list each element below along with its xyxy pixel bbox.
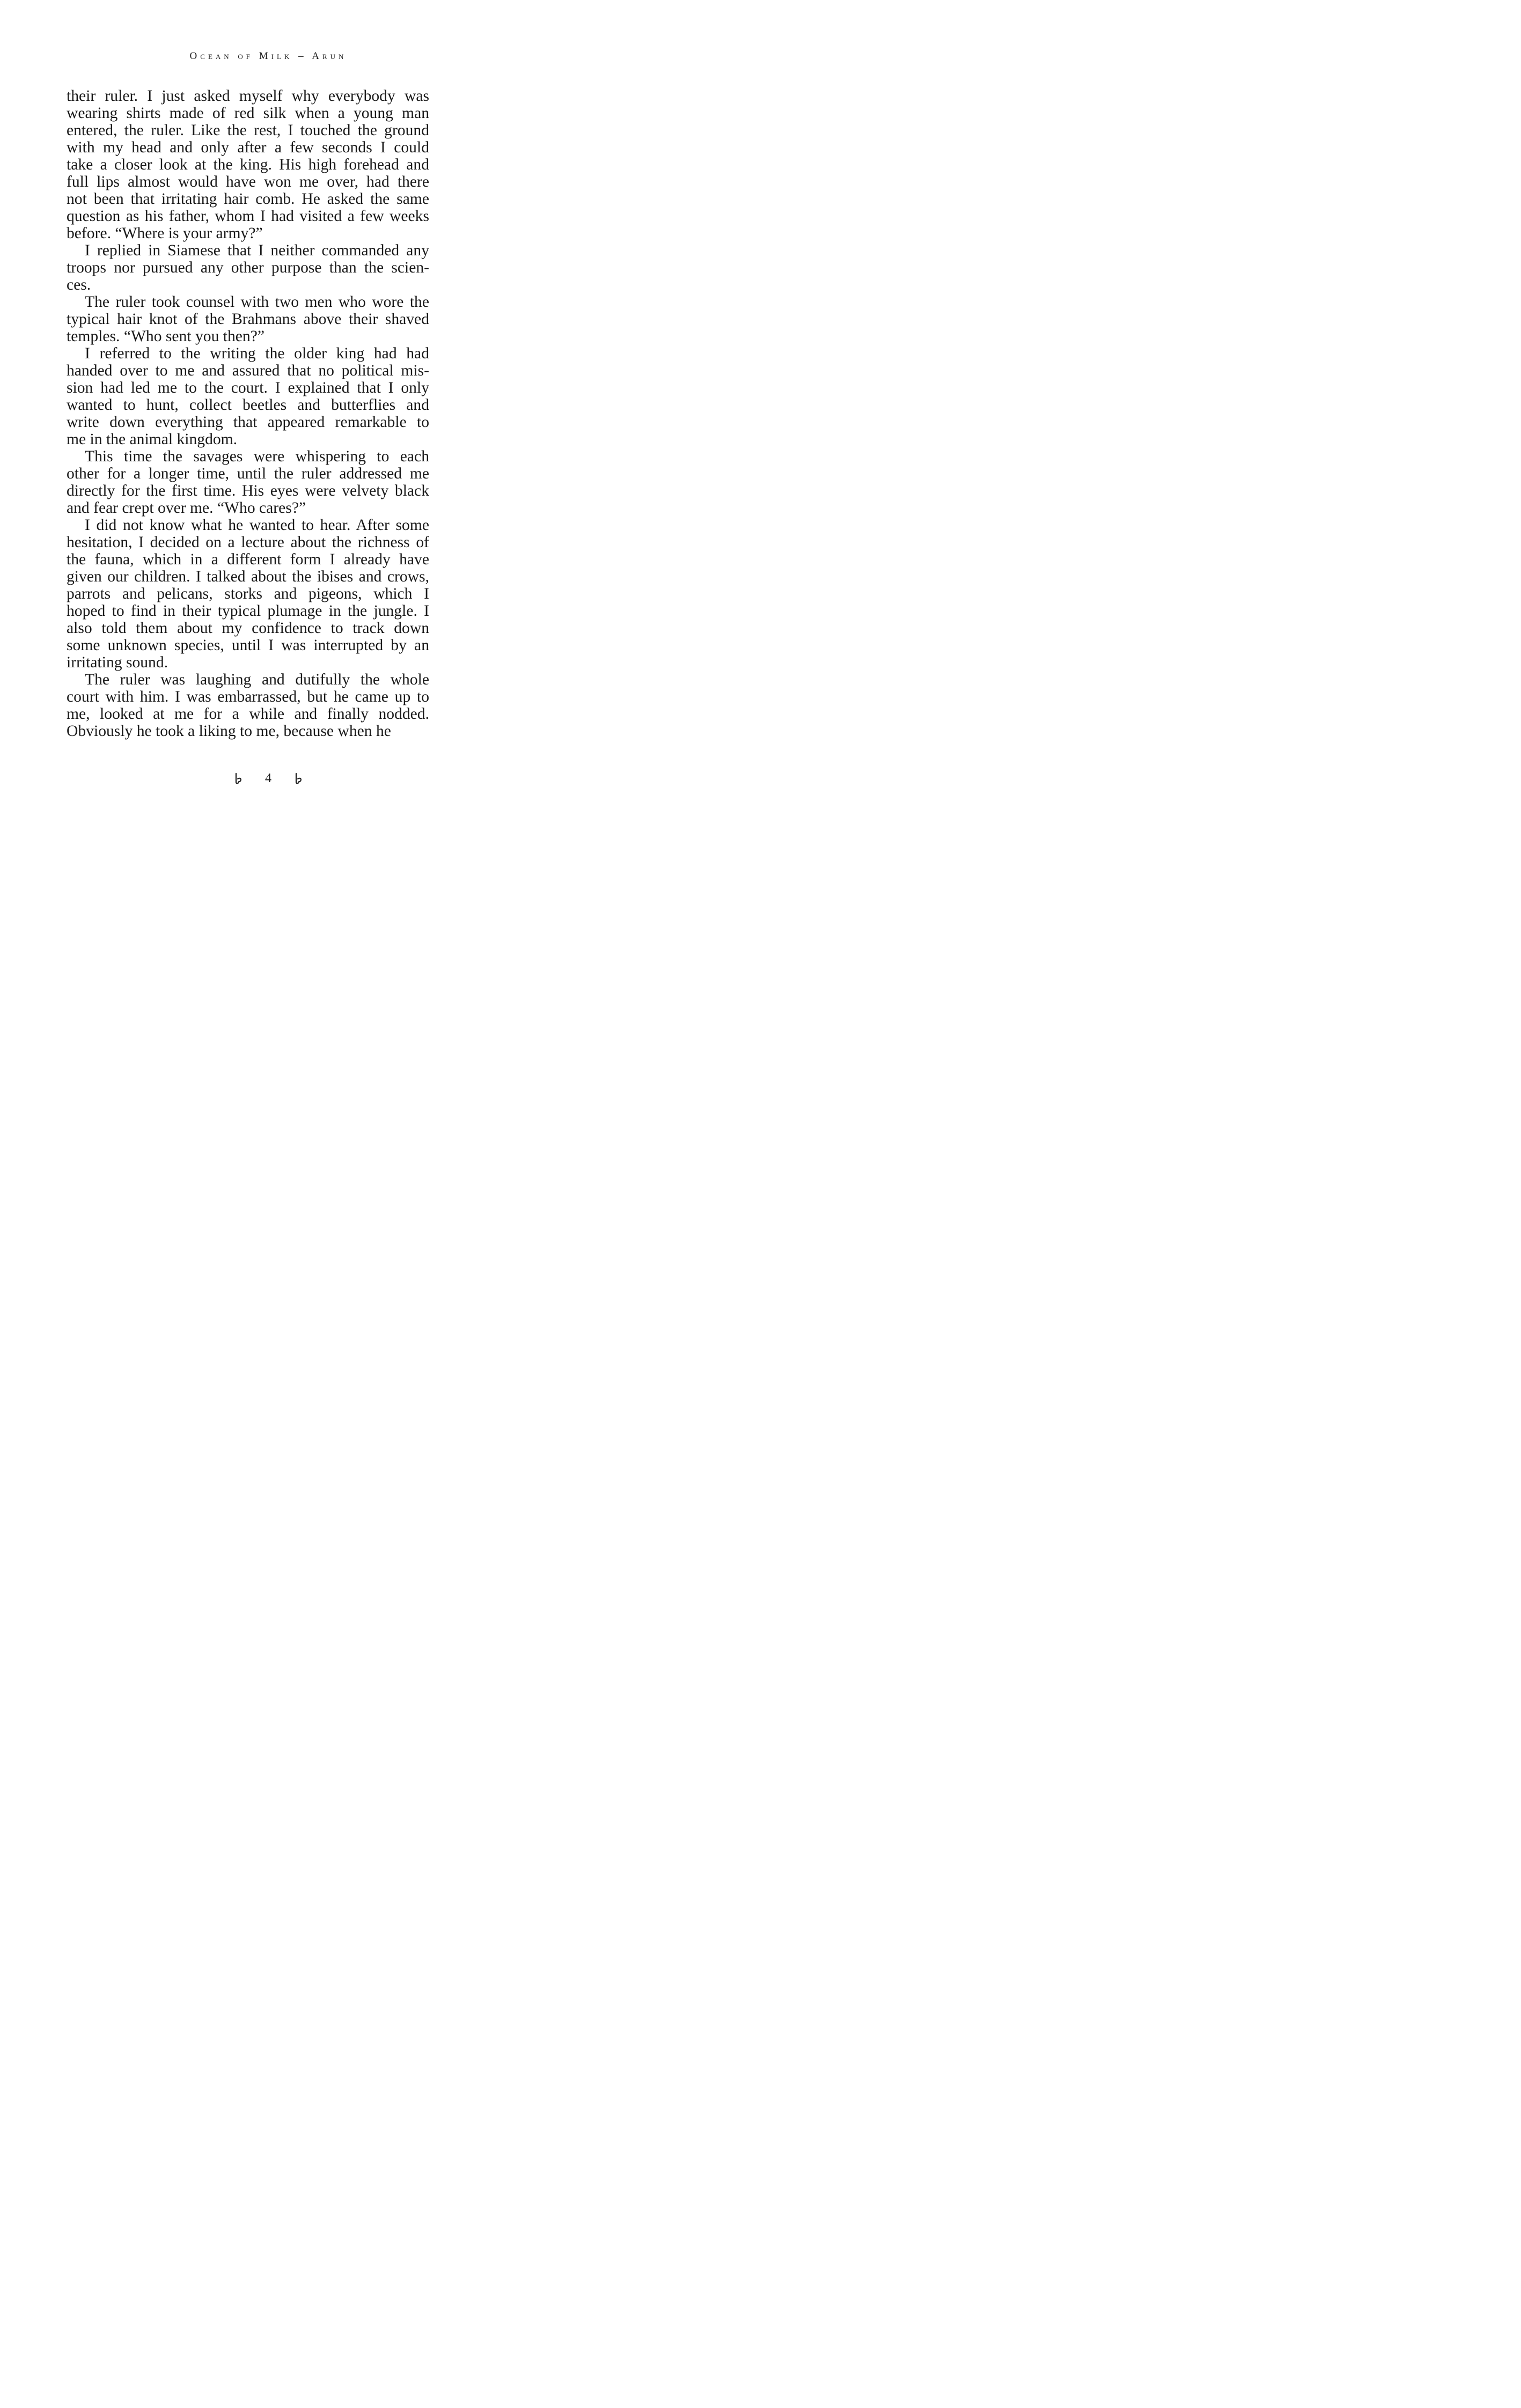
text-line: troops nor pursued any other purpose than the scien- bbox=[67, 259, 429, 276]
text-line: court with him. I was embarrassed, but he came up to bbox=[67, 688, 429, 705]
text-line: I replied in Siamese that I neither commanded any bbox=[85, 242, 429, 259]
text-line: directly for the first time. His eyes were velvety black bbox=[67, 482, 429, 499]
text-line: the fauna, which in a different form I already have bbox=[67, 551, 429, 568]
text-line: hesitation, I decided on a lecture about the richness of bbox=[67, 534, 429, 551]
paragraph bbox=[67, 293, 429, 345]
fleuron-icon-left bbox=[234, 772, 243, 784]
text-line: wearing shirts made of red silk when a young man bbox=[67, 105, 429, 122]
text-line: I referred to the writing the older king had had bbox=[85, 345, 429, 362]
text-line: full lips almost would have won me over, had there bbox=[67, 173, 429, 190]
text-line: I did not know what he wanted to hear. After some bbox=[85, 517, 429, 534]
text-line: irritating sound. bbox=[67, 654, 168, 671]
paragraph bbox=[67, 671, 429, 740]
text-line: write down everything that appeared remarkable to bbox=[67, 414, 429, 431]
text-line: entered, the ruler. Like the rest, I touched the ground bbox=[67, 122, 429, 139]
text-line: hoped to find in their typical plumage in the jungle. I bbox=[67, 602, 429, 620]
text-line: The ruler was laughing and dutifully the whole bbox=[85, 671, 429, 688]
text-line: parrots and pelicans, storks and pigeons, which I bbox=[67, 585, 429, 602]
text-line: handed over to me and assured that no political mis- bbox=[67, 362, 429, 379]
text-line: sion had led me to the court. I explained that I only bbox=[67, 379, 429, 396]
text-line: given our children. I talked about the ibises and crows, bbox=[67, 568, 429, 585]
text-line: before. “Where is your army?” bbox=[67, 225, 263, 242]
text-line: This time the savages were whispering to each bbox=[85, 448, 429, 465]
text-line: typical hair knot of the Brahmans above their shaved bbox=[67, 311, 429, 328]
text-line: The ruler took counsel with two men who wore the bbox=[85, 293, 429, 311]
paragraph bbox=[67, 517, 429, 671]
text-line: take a closer look at the king. His high forehead and bbox=[67, 156, 429, 173]
text-line: also told them about my confidence to track down bbox=[67, 620, 429, 637]
body-text bbox=[67, 87, 429, 740]
text-line: wanted to hunt, collect beetles and butterflies and bbox=[67, 396, 429, 414]
text-line: other for a longer time, until the ruler addressed me bbox=[67, 465, 429, 482]
paragraph bbox=[67, 87, 429, 242]
text-line: some unknown species, until I was interrupted by an bbox=[67, 637, 429, 654]
text-line: me, looked at me for a while and finally nodded. bbox=[67, 705, 429, 723]
page-number: 4 bbox=[265, 771, 271, 786]
text-line: their ruler. I just asked myself why everybody was bbox=[67, 87, 429, 105]
text-line: Obviously he took a liking to me, because when he bbox=[67, 723, 391, 740]
paragraph bbox=[67, 345, 429, 448]
running-title: Ocean of Milk – Arun bbox=[189, 50, 347, 62]
paragraph bbox=[67, 242, 429, 293]
fleuron-icon-right bbox=[294, 772, 303, 784]
running-header bbox=[0, 50, 537, 62]
text-line: and fear crept over me. “Who cares?” bbox=[67, 499, 306, 517]
text-line: ces. bbox=[67, 276, 91, 293]
text-line: not been that irritating hair comb. He asked the same bbox=[67, 190, 429, 208]
text-line: with my head and only after a few seconds I could bbox=[67, 139, 429, 156]
text-line: me in the animal kingdom. bbox=[67, 431, 238, 448]
paragraph bbox=[67, 448, 429, 517]
text-line: question as his father, whom I had visited a few weeks bbox=[67, 208, 429, 225]
page-footer bbox=[0, 770, 537, 786]
text-line: temples. “Who sent you then?” bbox=[67, 328, 264, 345]
